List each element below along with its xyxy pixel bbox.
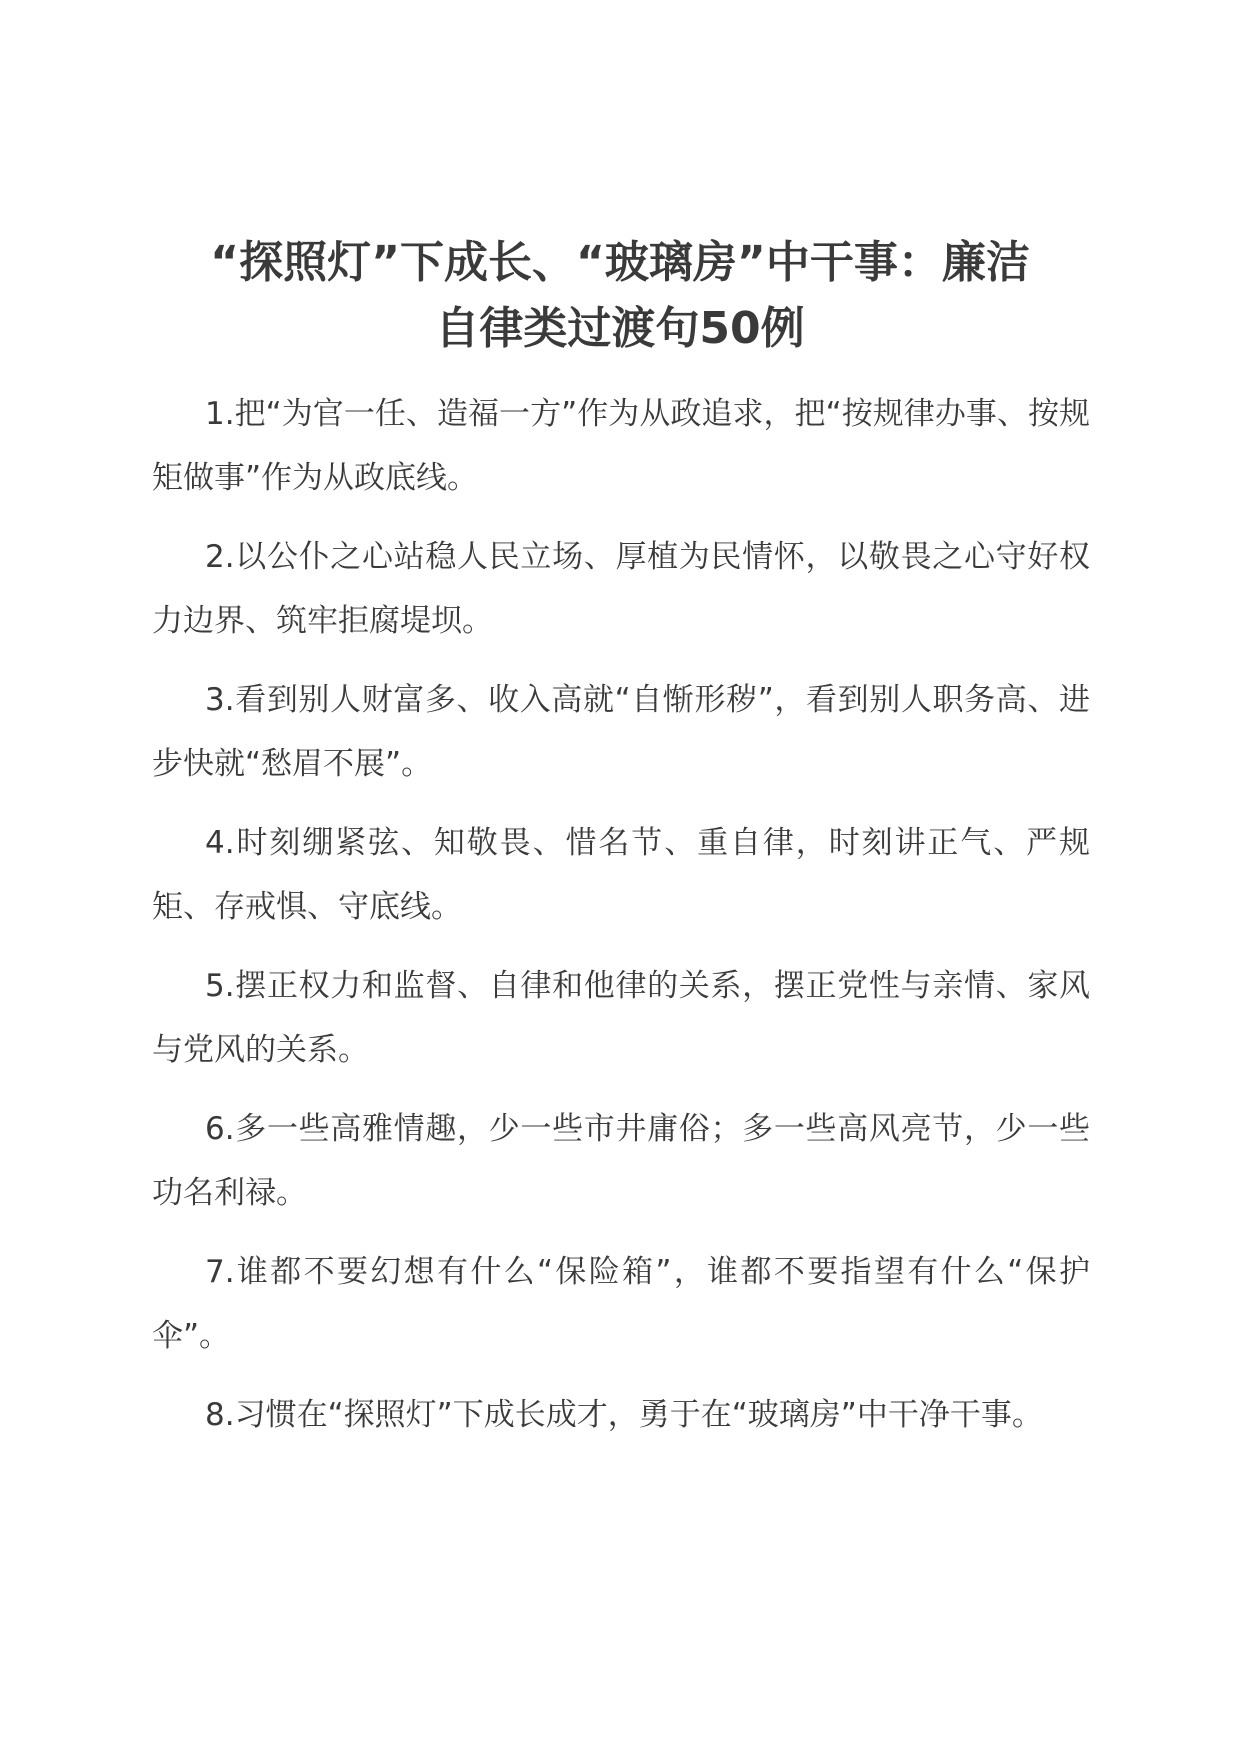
title-line-2: 自律类过渡句50例 — [435, 303, 805, 354]
document-body — [152, 382, 1090, 1462]
list-item-7: 7.谁都不要幻想有什么“保险箱”，谁都不要指望有什么“保护伞”。 — [152, 1254, 1090, 1354]
list-item-2: 2.以公仆之心站稳人民立场、厚植为民情怀，以敬畏之心守好权力边界、筑牢拒腐堤坝。 — [152, 539, 1090, 639]
list-item-6: 6.多一些高雅情趣，少一些市井庸俗；多一些高风亮节，少一些功名利禄。 — [152, 1111, 1090, 1211]
list-item-5: 5.摆正权力和监督、自律和他律的关系，摆正党性与亲情、家风与党风的关系。 — [152, 968, 1090, 1068]
document-title — [140, 230, 1100, 362]
list-item-1: 1.把“为官一任、造福一方”作为从政追求，把“按规律办事、按规矩做事”作为从政底线。 — [152, 396, 1090, 496]
list-item-8: 8.习惯在“探照灯”下成长成才，勇于在“玻璃房”中干净干事。 — [205, 1397, 1043, 1433]
title-line-1: “探照灯”下成长、“玻璃房”中干事：廉洁 — [210, 237, 1030, 288]
list-item-3: 3.看到别人财富多、收入高就“自惭形秽”，看到别人职务高、进步快就“愁眉不展”。 — [152, 682, 1090, 782]
list-item-4: 4.时刻绷紧弦、知敬畏、惜名节、重自律，时刻讲正气、严规矩、存戒惧、守底线。 — [152, 825, 1090, 925]
